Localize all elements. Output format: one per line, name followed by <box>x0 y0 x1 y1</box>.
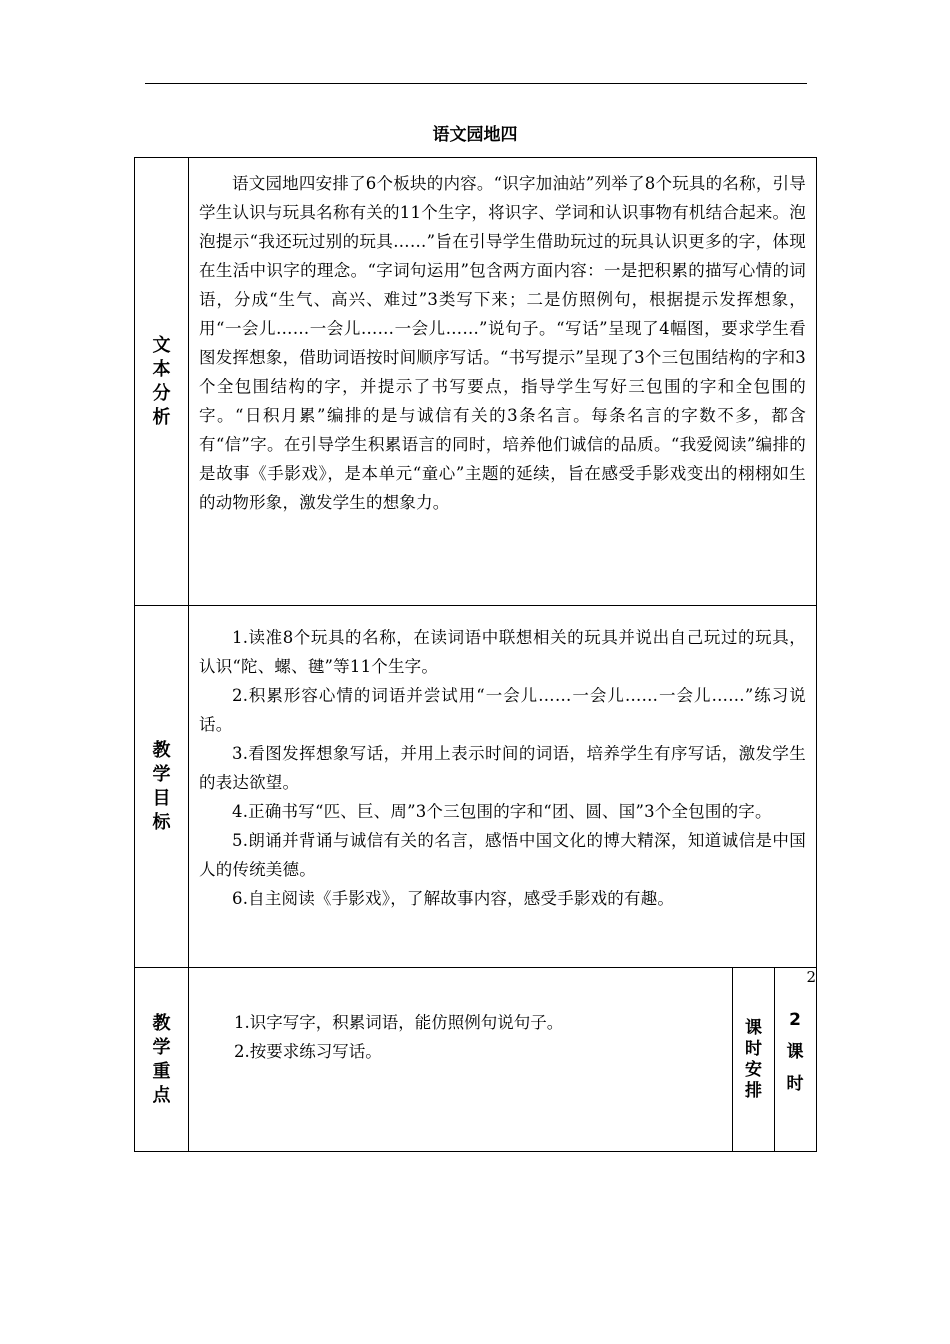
row-teaching-goals <box>135 606 817 968</box>
label-char: 标 <box>152 811 171 833</box>
label-char: 学 <box>152 1036 171 1058</box>
label-char: 安 <box>745 1059 762 1080</box>
page-title: 语文园地四 <box>432 125 518 145</box>
label-char: 文 <box>152 334 171 356</box>
header-rule <box>145 83 807 84</box>
label-char: 析 <box>152 406 171 428</box>
text-analysis-content <box>189 158 817 606</box>
hours-corner-number: 2 <box>806 968 816 986</box>
goal-item: 4.正确书写“匹、巨、周”3个三包围的字和“团、圆、国”3个全包围的字。 <box>232 802 772 821</box>
goal-item: 2.积累形容心情的词语并尝试用“一会儿……一会儿……一会儿……”练习说话。 <box>199 686 806 734</box>
goal-item: 1.读准8个玩具的名称，在读词语中联想相关的玩具并说出自己玩过的玩具，认识“陀、螺、毽”等11个生字。 <box>199 628 806 676</box>
label-char: 课 <box>745 1017 762 1038</box>
class-hours-value <box>775 968 817 1152</box>
row-text-analysis <box>135 158 817 606</box>
label-char: 分 <box>152 382 171 404</box>
goal-item: 3.看图发挥想象写话，并用上表示时间的词语，培养学生有序写话，激发学生的表达欲望。 <box>199 744 806 792</box>
hours-unit-char: 时 <box>786 1074 804 1094</box>
label-text-analysis <box>135 158 189 606</box>
label-char: 教 <box>152 1012 171 1034</box>
row-key-points <box>135 968 817 1152</box>
goal-item: 5.朗诵并背诵与诚信有关的名言，感悟中国文化的博大精深，知道诚信是中国人的传统美德。 <box>199 831 806 879</box>
lesson-plan-table <box>134 157 817 1152</box>
label-char: 排 <box>745 1080 762 1101</box>
teaching-goals-content <box>189 606 817 968</box>
hours-unit-char: 课 <box>786 1042 804 1062</box>
key-points-content <box>189 968 733 1152</box>
goal-item: 6.自主阅读《手影戏》，了解故事内容，感受手影戏的有趣。 <box>232 889 675 908</box>
label-key-points <box>135 968 189 1152</box>
label-class-hours <box>733 968 775 1152</box>
key-point-item: 1.识字写字，积累词语，能仿照例句说句子。 <box>234 1013 564 1032</box>
key-point-item: 2.按要求练习写话。 <box>234 1042 382 1061</box>
label-char: 时 <box>745 1038 762 1059</box>
label-teaching-goals <box>135 606 189 968</box>
label-char: 学 <box>152 763 171 785</box>
label-char: 教 <box>152 739 171 761</box>
label-char: 重 <box>152 1060 171 1082</box>
label-char: 本 <box>152 358 171 380</box>
label-char: 目 <box>152 787 171 809</box>
hours-value-stack <box>775 1004 815 1100</box>
hours-number: 2 <box>789 1010 801 1030</box>
label-char: 点 <box>152 1084 171 1106</box>
analysis-paragraph: 语文园地四安排了6个板块的内容。“识字加油站”列举了8个玩具的名称，引导学生认识与玩具名称有关的11个生字，将识字、学词和认识事物有机结合起来。泡泡提示“我还玩过别的玩具……”旨在引导学生借助玩过的玩具认识更多的字，体现在生活中识字的理念。“字词句运用”包含两方面内容：一是把积累的描写心情的词语，分成“生气、高兴、难过”3类写下来；二是仿照例句，根据提示发挥想象，用“一会儿……一会儿……一会儿……”说句子。“写话”呈现了4幅图，要求学生看图发挥想象，借助词语按时间顺序写话。“书写提示”呈现了3个三包围结构的字和3个全包围结构的字，并提示了书写要点，指导学生写好三包围的字和全包围的字。“日积月累”编排的是与诚信有关的3条名言。每条名言的字数不多，都含有“信”字。在引导学生积累语言的同时，培养他们诚信的品质。“我爱阅读”编排的是故事《手影戏》，是本单元“童心”主题的延续，旨在感受手影戏变出的栩栩如生的动物形象，激发学生的想象力。 <box>199 174 806 512</box>
